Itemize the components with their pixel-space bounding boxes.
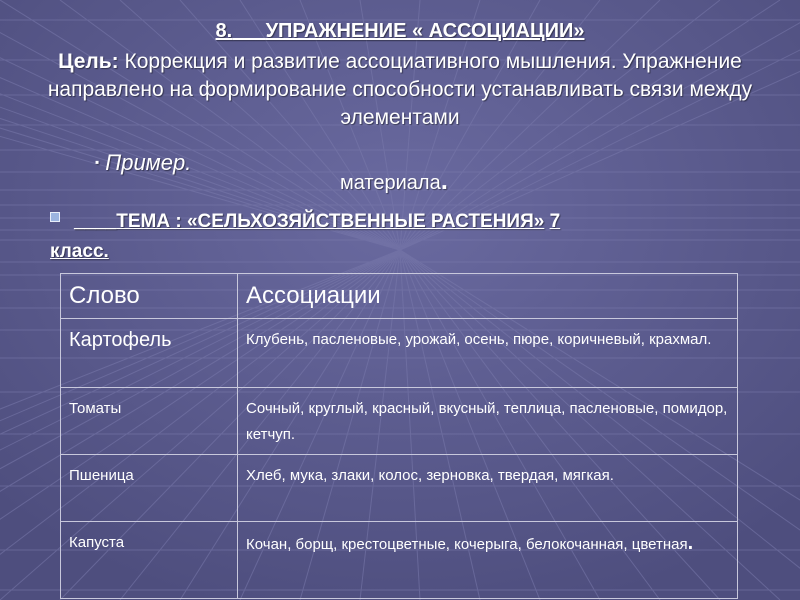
slide-title	[40, 18, 760, 44]
square-bullet-icon: ▪	[95, 155, 100, 169]
row-associations: Сочный, круглый, красный, вкусный, теплица, пасленовые, помидор, кетчуп.	[238, 388, 738, 455]
row-associations-text: Кочан, борщ, крестоцветные, кочерыга, белокочанная, цветная	[246, 536, 688, 553]
title-block	[40, 18, 760, 132]
theme-blank: ____	[74, 211, 117, 232]
table-row	[61, 522, 738, 599]
goal-label: Цель:	[58, 50, 119, 73]
row-associations: Хлеб, мука, злаки, колос, зерновка, твердая, мягкая.	[238, 455, 738, 522]
theme-grade-word: класс.	[50, 241, 109, 262]
row-word: Томаты	[61, 388, 238, 455]
theme-line	[50, 207, 760, 267]
goal-paragraph	[40, 48, 760, 132]
title-number: 8.	[215, 20, 233, 42]
theme-text: ТЕМА : «СЕЛЬХОЗЯЙСТВЕННЫЕ РАСТЕНИЯ»	[116, 211, 545, 232]
header-word: Слово	[61, 274, 238, 319]
table-row	[61, 455, 738, 522]
goal-end-dot: .	[440, 165, 448, 195]
table-row	[61, 319, 738, 388]
row-word: Пшеница	[61, 455, 238, 522]
goal-end	[340, 165, 448, 196]
title-spacer	[232, 20, 265, 42]
title-text: УПРАЖНЕНИЕ « АССОЦИАЦИИ»	[265, 20, 585, 42]
square-bullet-icon	[50, 212, 60, 222]
row-associations: Клубень, пасленовые, урожай, осень, пюре, коричневый, крахмал.	[238, 319, 738, 388]
goal-end-word: материала	[340, 172, 441, 194]
row-word: Капуста	[61, 522, 238, 599]
table-row	[61, 388, 738, 455]
row-word: Картофель	[61, 319, 238, 388]
row-associations-dot: .	[687, 532, 694, 554]
example-label: Пример.	[105, 150, 192, 175]
associations-table	[60, 273, 738, 599]
example-bullet	[95, 150, 191, 176]
theme-grade-number: 7	[549, 211, 561, 232]
row-associations	[238, 522, 738, 599]
header-associations: Ассоциации	[238, 274, 738, 319]
goal-text: Коррекция и развитие ассоциативного мышления. Упражнение направлено на формирование способности устанавливать связи между элементами	[47, 50, 753, 129]
table-header-row	[61, 274, 738, 319]
